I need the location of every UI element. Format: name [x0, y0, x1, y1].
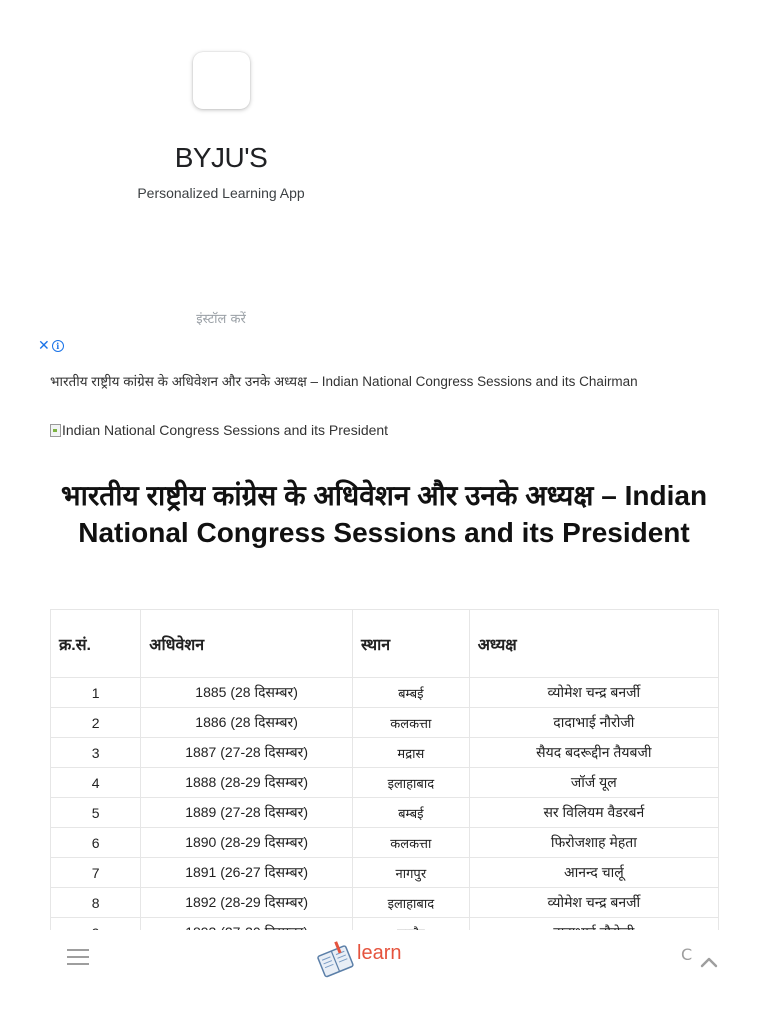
cell-serial-number: 3 [51, 738, 141, 768]
logo-text: learn [357, 942, 402, 964]
cell-serial-number: 4 [51, 768, 141, 798]
sessions-table [50, 609, 719, 948]
cell-president: आनन्द चार्लू [469, 858, 718, 888]
cell-place: इलाहाबाद [352, 768, 469, 798]
search-icon[interactable]: C [681, 945, 693, 964]
ad-install-button[interactable]: इंस्टॉल करें [196, 312, 246, 327]
cell-president: व्योमेश चन्द्र बनर्जी [469, 678, 718, 708]
cell-session: 1889 (27-28 दिसम्बर) [141, 798, 353, 828]
cell-session: 1887 (27-28 दिसम्बर) [141, 738, 353, 768]
cell-session: 1890 (28-29 दिसम्बर) [141, 828, 353, 858]
article-heading: भारतीय राष्ट्रीय कांग्रेस के अधिवेशन और उनके अध्यक्ष – Indian National Congress Sessions and its President [60, 480, 708, 548]
cell-president: जॉर्ज यूल [469, 768, 718, 798]
cell-place: बम्बई [352, 678, 469, 708]
cell-place: कलकत्ता [352, 708, 469, 738]
site-logo[interactable] [314, 936, 424, 982]
article-image [50, 422, 388, 438]
ad-app-name[interactable]: BYJU'S [174, 142, 268, 173]
table-row [51, 888, 719, 918]
cell-place: बम्बई [352, 798, 469, 828]
cell-president: फिरोजशाह मेहता [469, 828, 718, 858]
table-header-row [51, 610, 719, 678]
cell-place: इलाहाबाद [352, 888, 469, 918]
broken-image-icon [50, 424, 61, 437]
cell-session: 1891 (26-27 दिसम्बर) [141, 858, 353, 888]
table-row [51, 858, 719, 888]
table-row [51, 798, 719, 828]
cell-serial-number: 5 [51, 798, 141, 828]
info-icon[interactable]: i [52, 340, 64, 352]
cell-serial-number: 6 [51, 828, 141, 858]
sessions-table-container [50, 609, 719, 930]
cell-president: सर विलियम वैडरबर्न [469, 798, 718, 828]
cell-serial-number: 1 [51, 678, 141, 708]
ad-app-tagline: Personalized Learning App [137, 185, 305, 201]
chevron-up-icon[interactable] [697, 952, 721, 972]
close-icon[interactable]: ✕ [38, 338, 50, 354]
ad-app-icon[interactable] [193, 52, 250, 109]
cell-session: 1892 (28-29 दिसम्बर) [141, 888, 353, 918]
table-row [51, 828, 719, 858]
cell-session: 1885 (28 दिसम्बर) [141, 678, 353, 708]
cell-president: सैयद बदरूद्दीन तैयबजी [469, 738, 718, 768]
cell-session: 1886 (28 दिसम्बर) [141, 708, 353, 738]
cell-place: कलकत्ता [352, 828, 469, 858]
logo-book-icon [314, 938, 358, 982]
cell-serial-number: 8 [51, 888, 141, 918]
table-row [51, 738, 719, 768]
header-place: स्थान [352, 610, 469, 678]
cell-place: मद्रास [352, 738, 469, 768]
header-session: अधिवेशन [141, 610, 353, 678]
header-president: अध्यक्ष [469, 610, 718, 678]
ad-controls [38, 338, 64, 354]
bottom-nav-bar [0, 930, 768, 1024]
table-row [51, 678, 719, 708]
breadcrumb-title: भारतीय राष्ट्रीय कांग्रेस के अधिवेशन और उनके अध्यक्ष – Indian National Congress Sessions and its Chairman [50, 374, 638, 389]
table-row [51, 768, 719, 798]
cell-serial-number: 7 [51, 858, 141, 888]
image-alt-text: Indian National Congress Sessions and its President [62, 422, 389, 438]
cell-president: व्योमेश चन्द्र बनर्जी [469, 888, 718, 918]
cell-serial-number: 2 [51, 708, 141, 738]
cell-session: 1888 (28-29 दिसम्बर) [141, 768, 353, 798]
table-row [51, 708, 719, 738]
cell-president: दादाभाई नौरोजी [469, 708, 718, 738]
hamburger-menu-icon[interactable] [67, 949, 89, 965]
cell-place: नागपुर [352, 858, 469, 888]
header-serial-number: क्र.सं. [51, 610, 141, 678]
